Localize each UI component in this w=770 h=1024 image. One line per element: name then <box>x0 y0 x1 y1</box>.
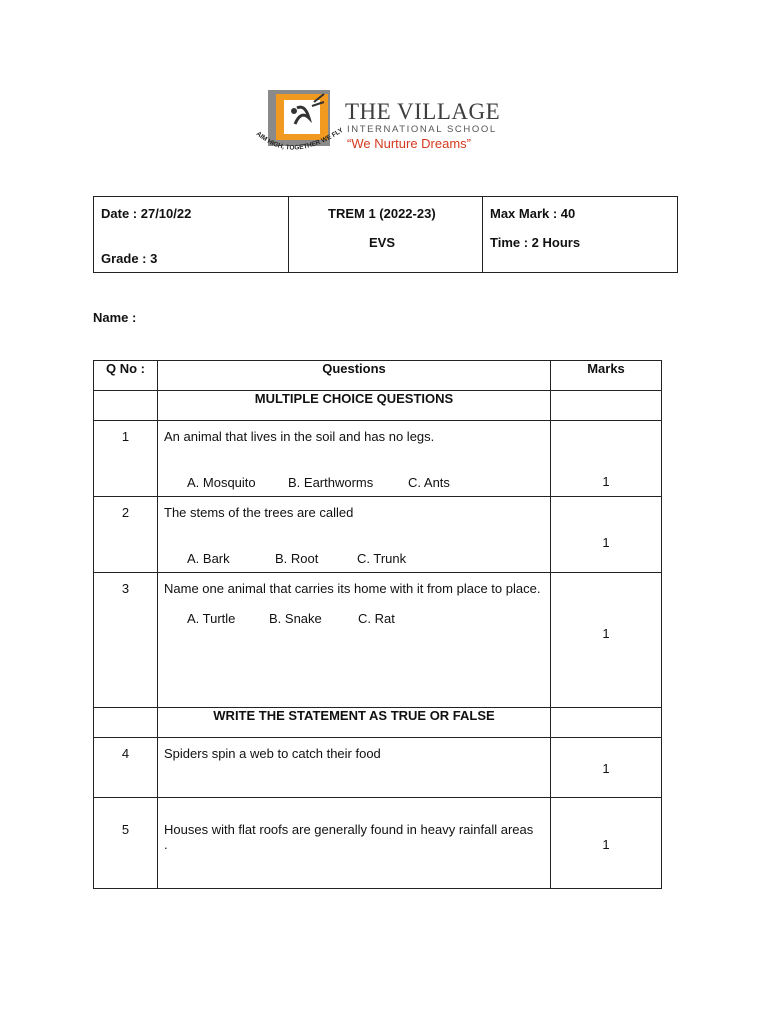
question-options <box>164 596 550 626</box>
table-row <box>94 421 662 497</box>
school-name: THE VILLAGE <box>345 99 501 124</box>
question-marks: 1 <box>602 626 610 641</box>
section-title: MULTIPLE CHOICE QUESTIONS <box>158 391 551 421</box>
divider <box>288 197 289 272</box>
student-name-label: Name : <box>93 310 137 325</box>
question-options <box>164 444 550 490</box>
option: C. Rat <box>358 611 395 626</box>
question-text: Spiders spin a web to catch their food <box>164 746 381 761</box>
question-extra: . <box>164 837 168 852</box>
option: B. Root <box>275 551 319 566</box>
table-row <box>94 573 662 708</box>
exam-term: TREM 1 (2022-23) <box>328 206 436 221</box>
question-marks: 1 <box>602 837 610 852</box>
question-number: 3 <box>121 581 130 596</box>
option: A. Mosquito <box>187 475 256 490</box>
svg-text:AIM HIGH, TOGETHER WE FLY: AIM HIGH, TOGETHER WE FLY <box>254 126 345 152</box>
option: A. Bark <box>187 551 230 566</box>
question-text: Name one animal that carries its home with it from place to place. <box>164 581 541 596</box>
section-row <box>94 391 662 421</box>
question-text: An animal that lives in the soil and has no legs. <box>164 429 435 444</box>
table-row <box>94 798 662 889</box>
section-title: WRITE THE STATEMENT AS TRUE OR FALSE <box>158 708 551 738</box>
question-options <box>164 520 550 566</box>
exam-subject: EVS <box>369 235 396 250</box>
question-number: 4 <box>121 746 130 761</box>
question-text: Houses with flat roofs are generally found in heavy rainfall areas <box>164 822 534 837</box>
option: B. Earthworms <box>288 475 374 490</box>
school-subtitle: INTERNATIONAL SCHOOL <box>347 124 497 135</box>
option: A. Turtle <box>187 611 236 626</box>
question-table <box>93 360 662 889</box>
exam-time: Time : 2 Hours <box>490 235 581 250</box>
question-marks: 1 <box>602 535 610 550</box>
option: B. Snake <box>269 611 322 626</box>
question-marks: 1 <box>602 761 610 776</box>
question-number: 2 <box>121 505 130 520</box>
exam-max-mark: Max Mark : 40 <box>490 206 576 221</box>
question-text: The stems of the trees are called <box>164 505 354 520</box>
divider <box>482 197 483 272</box>
section-row <box>94 708 662 738</box>
option: C. Trunk <box>357 551 407 566</box>
question-number: 5 <box>121 822 130 837</box>
question-number: 1 <box>121 429 130 444</box>
exam-grade: Grade : 3 <box>101 251 158 266</box>
school-tagline: “We Nurture Dreams” <box>347 136 472 151</box>
table-row <box>94 497 662 573</box>
exam-date: Date : 27/10/22 <box>101 206 192 221</box>
exam-header <box>93 196 678 273</box>
header-questions: Questions <box>158 361 551 391</box>
table-row <box>94 738 662 798</box>
header-marks: Marks <box>551 361 662 391</box>
header-qno: Q No : <box>94 361 158 391</box>
table-header-row <box>94 361 662 391</box>
option: C. Ants <box>408 475 450 490</box>
question-marks: 1 <box>602 474 610 489</box>
